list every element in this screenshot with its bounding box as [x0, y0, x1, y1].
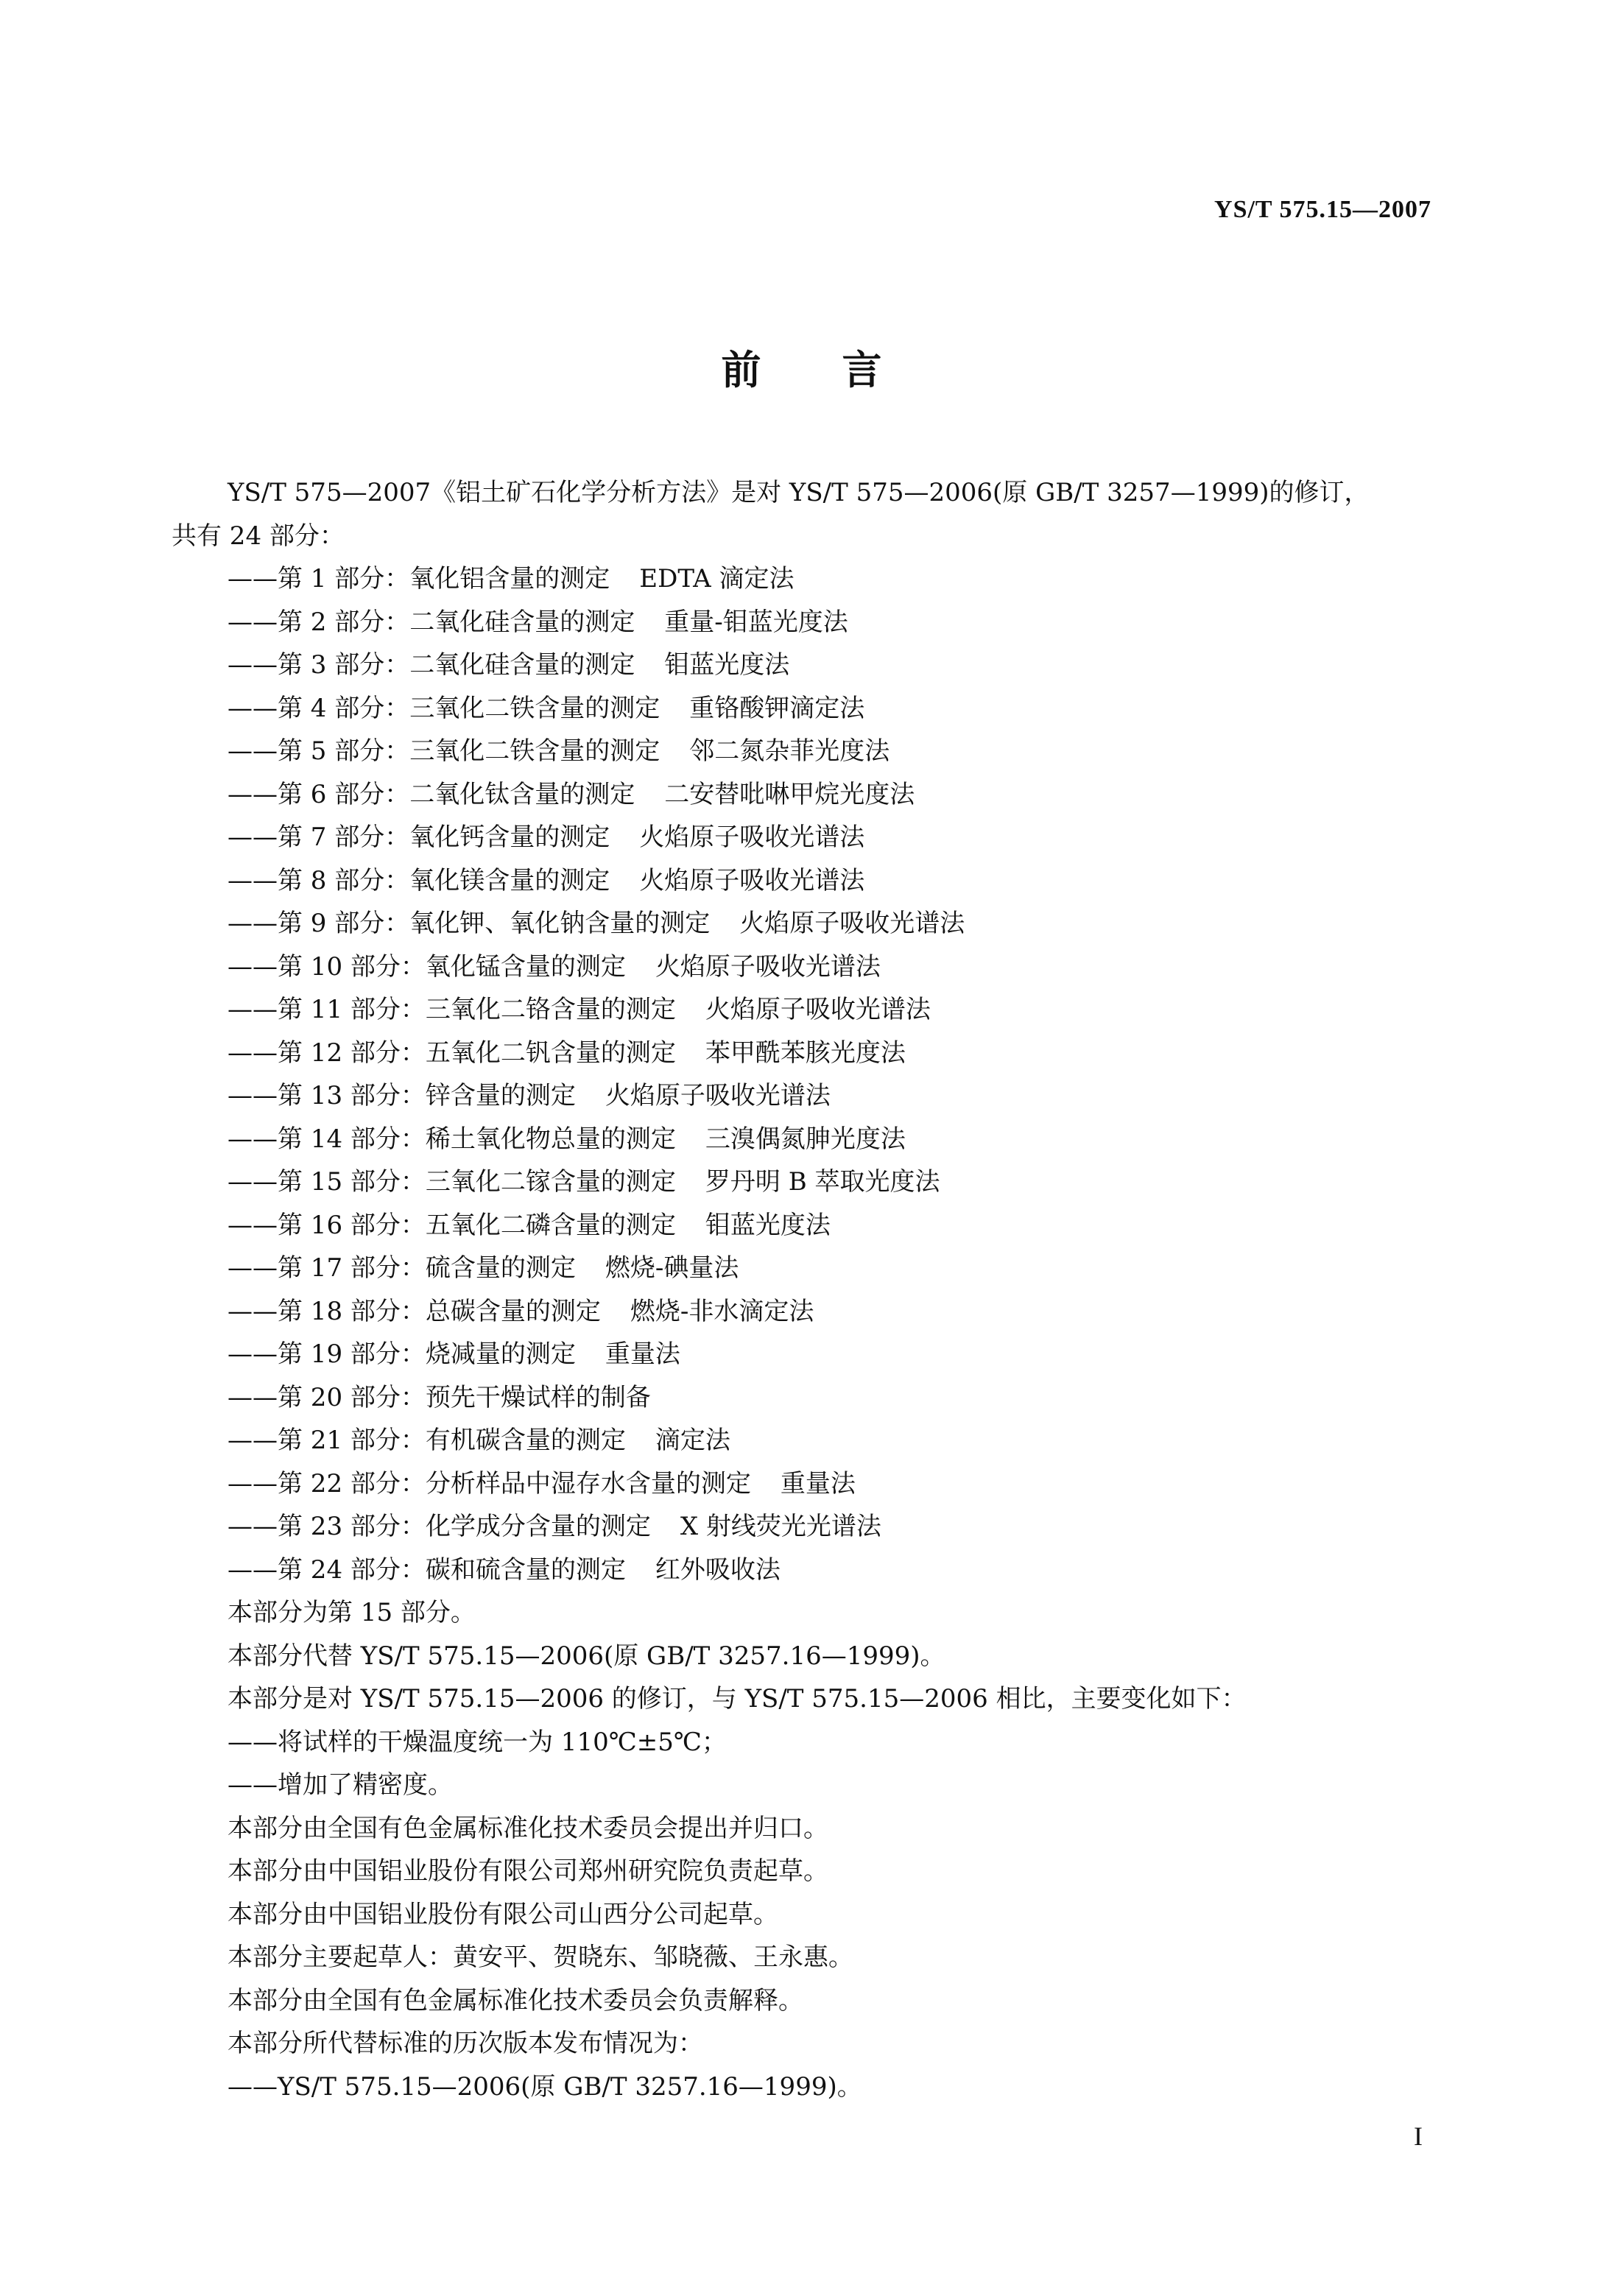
part-label: ——第 7 部分：氧化钙含量的测定	[228, 823, 610, 852]
part-method: 重量法	[780, 1468, 856, 1499]
statement-interpretation: 本部分由全国有色金属标准化技术委员会负责解释。	[228, 1985, 803, 2015]
part-method: 钼蓝光度法	[705, 1210, 831, 1240]
part-list-item	[172, 902, 1438, 945]
part-label: ——第 19 部分：烧减量的测定	[228, 1339, 576, 1369]
part-list-item	[172, 644, 1438, 687]
part-method: 三溴偶氮胂光度法	[705, 1124, 906, 1154]
part-method: 火焰原子吸收光谱法	[605, 1081, 831, 1110]
part-list-item	[172, 1549, 1438, 1592]
foreword-body	[172, 471, 1438, 2108]
part-label: ——第 8 部分：氧化镁含量的测定	[228, 865, 610, 895]
history-item: ——YS/T 575.15—2006(原 GB/T 3257.16—1999)。	[228, 2071, 862, 2102]
statement-part-number: 本部分为第 15 部分。	[228, 1598, 476, 1627]
page-number: I	[1414, 2121, 1423, 2151]
part-method: 邻二氮杂菲光度法	[689, 736, 890, 766]
statement-proposed-by: 本部分由全国有色金属标准化技术委员会提出并归口。	[228, 1813, 828, 1843]
part-list-item	[172, 687, 1438, 730]
part-list-item	[172, 1290, 1438, 1334]
part-label: ——第 20 部分：预先干燥试样的制备	[228, 1382, 651, 1412]
statement-co-drafted-by: 本部分由中国铝业股份有限公司山西分公司起草。	[228, 1899, 778, 1929]
part-method: 燃烧-非水滴定法	[630, 1296, 814, 1326]
change-item: ——增加了精密度。	[228, 1770, 453, 1800]
part-label: ——第 5 部分：三氧化二铁含量的测定	[228, 736, 660, 766]
part-list-item	[172, 601, 1438, 644]
part-list-item	[172, 1333, 1438, 1376]
part-method: 滴定法	[655, 1426, 730, 1455]
part-list-item	[172, 859, 1438, 903]
intro-line-1: YS/T 575—2007《铝土矿石化学分析方法》是对 YS/T 575—2006(原 GB/T 3257—1999)的修订，	[228, 478, 1370, 507]
part-list-item	[172, 1247, 1438, 1290]
part-label: ——第 15 部分：三氧化二镓含量的测定	[228, 1167, 676, 1197]
part-list-item	[172, 1462, 1438, 1506]
part-label: ——第 10 部分：氧化锰含量的测定	[228, 951, 626, 982]
statement-history: 本部分所代替标准的历次版本发布情况为：	[228, 2029, 703, 2058]
part-method: 火焰原子吸收光谱法	[639, 823, 865, 852]
part-method: 红外吸收法	[655, 1554, 781, 1585]
part-label: ——第 9 部分：氧化钾、氧化钠含量的测定	[228, 909, 711, 938]
part-method: 重铬酸钾滴定法	[689, 693, 865, 723]
part-label: ——第 13 部分：锌含量的测定	[228, 1081, 576, 1110]
part-label: ——第 6 部分：二氧化钛含量的测定	[228, 779, 635, 809]
part-label: ——第 16 部分：五氧化二磷含量的测定	[228, 1210, 676, 1240]
part-list-item	[172, 1161, 1438, 1204]
part-method: 火焰原子吸收光谱法	[739, 909, 965, 938]
part-list-item	[172, 773, 1438, 817]
part-list-item	[172, 988, 1438, 1032]
part-list-item	[172, 945, 1438, 989]
part-label: ——第 21 部分：有机碳含量的测定	[228, 1426, 626, 1455]
part-list-item	[172, 1032, 1438, 1075]
statement-drafters: 本部分主要起草人：黄安平、贺晓东、邹晓薇、王永惠。	[228, 1943, 853, 1972]
part-list-item	[172, 1505, 1438, 1549]
part-method: 罗丹明 B 萃取光度法	[705, 1167, 940, 1197]
part-list-item	[172, 1074, 1438, 1118]
part-label: ——第 17 部分：硫含量的测定	[228, 1253, 576, 1283]
intro-line-2: 共有 24 部分：	[172, 521, 345, 551]
part-list-item	[172, 1204, 1438, 1247]
part-label: ——第 22 部分：分析样品中湿存水含量的测定	[228, 1468, 751, 1499]
change-item: ——将试样的干燥温度统一为 110℃±5℃；	[228, 1727, 727, 1757]
part-label: ——第 11 部分：三氧化二铬含量的测定	[228, 995, 676, 1024]
part-list-item	[172, 1376, 1438, 1420]
standard-code: YS/T 575.15—2007	[1214, 196, 1431, 223]
part-method: 苯甲酰苯胲光度法	[705, 1038, 906, 1068]
part-method: 钼蓝光度法	[664, 650, 790, 680]
part-list-item	[172, 1419, 1438, 1462]
part-label: ——第 4 部分：三氧化二铁含量的测定	[228, 693, 660, 723]
statement-replaces: 本部分代替 YS/T 575.15—2006(原 GB/T 3257.16—1999)。	[228, 1641, 945, 1671]
part-label: ——第 18 部分：总碳含量的测定	[228, 1296, 601, 1326]
part-method: 燃烧-碘量法	[605, 1253, 739, 1283]
part-label: ——第 1 部分：氧化铝含量的测定	[228, 564, 610, 594]
part-method: 二安替吡啉甲烷光度法	[664, 779, 915, 809]
parts-list	[172, 557, 1438, 1591]
statement-drafted-by: 本部分由中国铝业股份有限公司郑州研究院负责起草。	[228, 1856, 828, 1886]
part-method: 火焰原子吸收光谱法	[655, 951, 881, 982]
part-list-item	[172, 1118, 1438, 1161]
part-list-item	[172, 557, 1438, 601]
part-list-item	[172, 816, 1438, 859]
part-method: X 射线荧光光谱法	[680, 1512, 881, 1541]
part-label: ——第 14 部分：稀土氧化物总量的测定	[228, 1124, 676, 1154]
part-method: 重量-钼蓝光度法	[664, 607, 848, 637]
part-label: ——第 2 部分：二氧化硅含量的测定	[228, 607, 635, 637]
part-method: 火焰原子吸收光谱法	[705, 995, 931, 1024]
part-list-item	[172, 730, 1438, 773]
page-title: 前言	[721, 347, 963, 393]
part-method: EDTA 滴定法	[639, 564, 795, 594]
part-label: ——第 12 部分：五氧化二钒含量的测定	[228, 1038, 676, 1068]
statement-revision: 本部分是对 YS/T 575.15—2006 的修订，与 YS/T 575.15—2006 相比，主要变化如下：	[228, 1684, 1247, 1714]
part-label: ——第 24 部分：碳和硫含量的测定	[228, 1554, 626, 1585]
part-method: 重量法	[605, 1339, 680, 1369]
part-label: ——第 23 部分：化学成分含量的测定	[228, 1512, 651, 1541]
part-method: 火焰原子吸收光谱法	[639, 865, 865, 895]
part-label: ——第 3 部分：二氧化硅含量的测定	[228, 650, 635, 680]
